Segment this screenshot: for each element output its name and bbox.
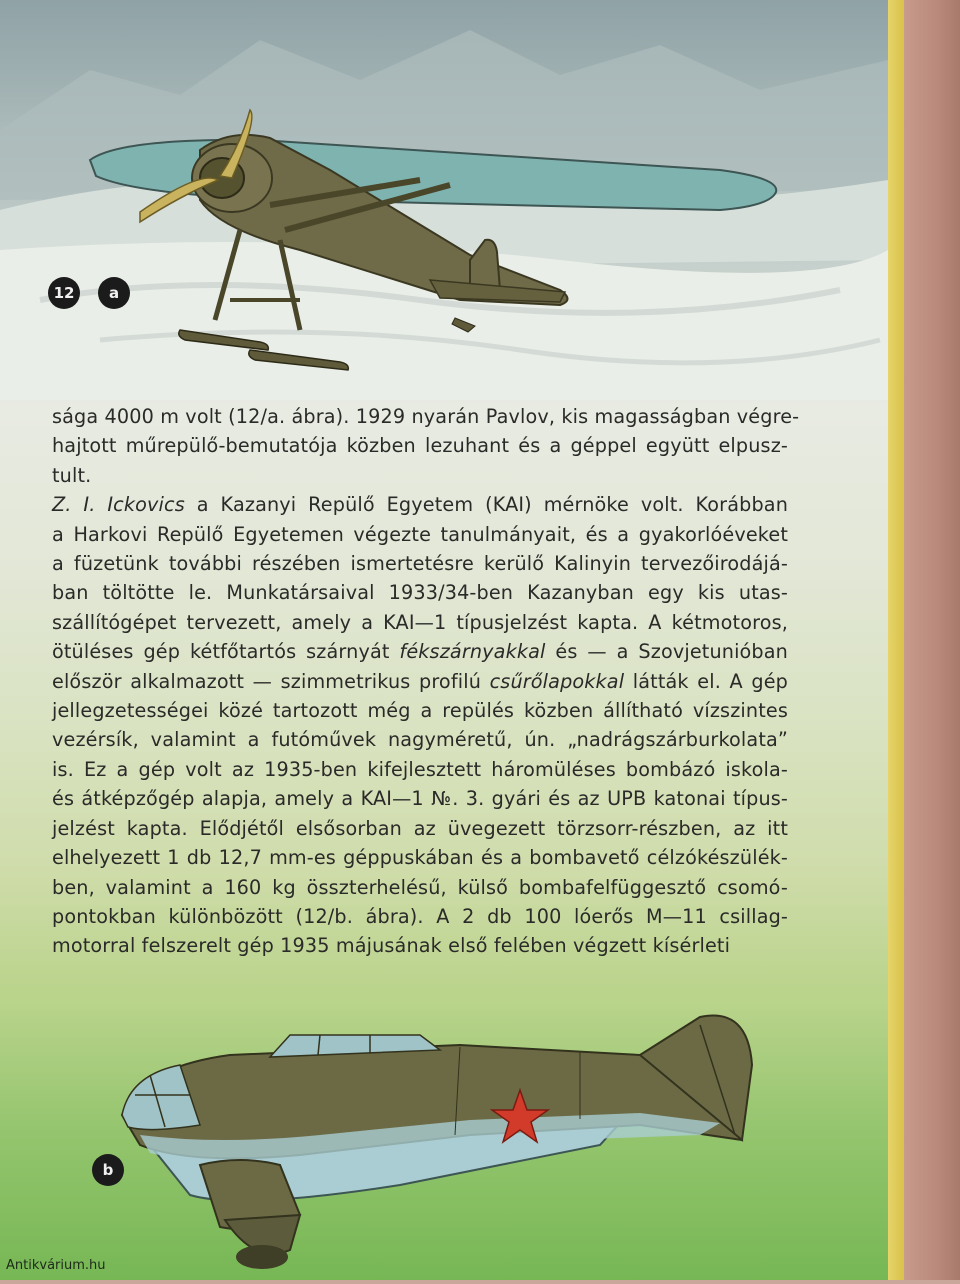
text-segment: sága 4000 m volt (12/a. ábra). 1929 nyarán Pavlov, kis magasságban végre- — [52, 405, 800, 428]
text-line — [52, 784, 788, 813]
text-line — [52, 402, 800, 431]
text-line — [52, 490, 788, 519]
text-segment: a füzetünk további részében ismertetésre kerülő Kalinyin tervezőirodájá- — [52, 552, 788, 576]
text-segment: látták el. A gép — [624, 669, 788, 693]
text-segment: hajtott műrepülő-bemutatója közben lezuhant és a géppel együtt elpusz- — [52, 434, 788, 458]
text-line — [52, 549, 788, 578]
text-segment: motorral felszerelt gép 1935 májusának első felében végzett kísérleti — [52, 934, 731, 958]
figure-number: 12 — [53, 284, 75, 302]
text-segment: a Harkovi Repülő Egyetemen végezte tanulmányait, és a gyakorlóéveket — [52, 522, 788, 546]
text-line — [52, 637, 788, 666]
text-segment: is. Ez a gép volt az 1935-ben kifejlesztett háromüléses bombázó iskola- — [52, 757, 788, 781]
figure-letter: a — [108, 284, 120, 302]
figure-number-badge — [48, 277, 80, 309]
text-line — [52, 902, 788, 931]
text-line — [52, 873, 788, 902]
figure-12a-illustration — [0, 0, 888, 400]
wheel — [236, 1245, 288, 1269]
text-segment: jelzést kapta. Elődjétől elsősorban az üvegezett törzsorr-részben, az itt — [52, 816, 788, 840]
text-segment: vezérsík, valamint a futóművek nagyméretű, ún. „nadrágszárburkolata” — [52, 728, 788, 752]
text-segment: és — a Szovjetunióban — [545, 640, 788, 664]
table-surface — [904, 0, 960, 1280]
text-line — [52, 520, 788, 549]
text-segment: a Kazanyi Repülő Egyetem (KAI) mérnöke volt. Korábban — [184, 493, 789, 517]
text-line — [52, 755, 788, 784]
italic-term: csűrőlapokkal — [489, 669, 625, 693]
text-line — [52, 814, 788, 843]
figure-12b-illustration — [0, 995, 888, 1280]
text-line — [52, 578, 788, 607]
text-segment: ban töltötte le. Munkatársaival 1933/34-ben Kazanyban egy kis utas- — [52, 581, 788, 605]
text-line — [52, 667, 788, 696]
text-line — [52, 843, 788, 872]
text-line — [52, 931, 788, 960]
text-line — [52, 725, 788, 754]
text-line — [52, 608, 788, 637]
text-segment: pontokban különbözött (12/b. ábra). A 2 db 100 lóerős M—11 csillag- — [52, 904, 788, 928]
text-segment: elhelyezett 1 db 12,7 mm-es géppuskában és a bombavető célzókészülék- — [52, 846, 788, 870]
figure-letter: b — [102, 1161, 114, 1179]
text-line — [52, 696, 788, 725]
figure-12b-svg — [0, 995, 888, 1280]
text-segment: ben, valamint a 160 kg összterhelésű, külső bombafelfüggesztő csomó- — [52, 875, 788, 899]
text-segment: és átképzőgép alapja, amely a KAI—1 №. 3. gyári és az UPB katonai típus- — [52, 787, 788, 811]
adjacent-page-edge — [888, 0, 904, 1280]
text-line — [52, 431, 788, 460]
text-segment: jellegzetességei közé tartozott még a repülés közben állítható vízszintes — [52, 699, 788, 723]
article-body-text — [52, 402, 800, 961]
text-line — [52, 461, 788, 490]
text-segment: először alkalmazott — szimmetrikus profilú — [52, 669, 490, 693]
figure-letter-badge — [98, 277, 130, 309]
text-segment: szállítógépet tervezett, amely a KAI—1 típusjelzést kapta. A kétmotoros, — [52, 610, 788, 634]
figure-12a-svg — [0, 0, 888, 400]
figure-letter-badge — [92, 1154, 124, 1186]
text-segment: ötüléses gép kétfőtartós szárnyát — [52, 640, 400, 664]
text-segment: tult. — [52, 463, 92, 487]
watermark: Antikvárium.hu — [6, 1258, 106, 1273]
italic-term: Z. I. Ickovics — [52, 493, 185, 517]
italic-term: fékszárnyakkal — [399, 640, 546, 664]
